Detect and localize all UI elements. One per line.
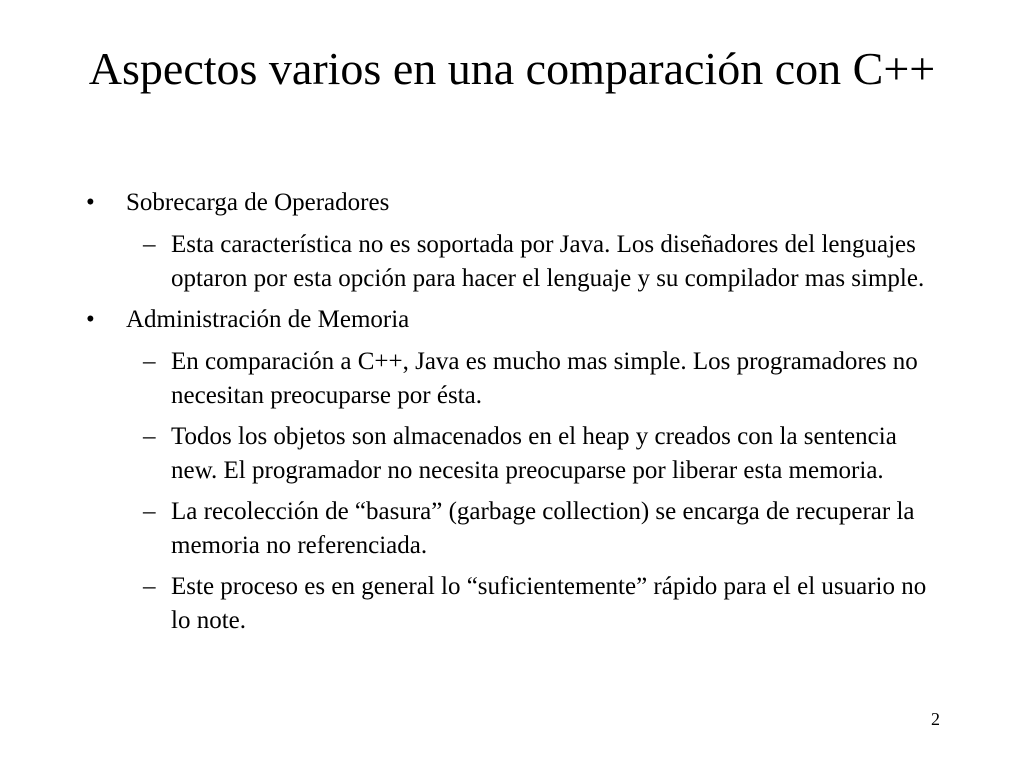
slide-body — [0, 186, 1024, 645]
bullet-item — [0, 186, 936, 220]
bullet-heading: Sobrecarga de Operadores — [126, 189, 390, 216]
sub-bullet-item — [0, 495, 941, 563]
page-number: 2 — [931, 709, 940, 729]
sub-bullet-item — [0, 570, 941, 638]
sub-bullet-text: Este proceso es en general lo “suficientemente” rápido para el el usuario no lo note. — [171, 573, 927, 634]
sub-bullet-text: La recolección de “basura” (garbage collection) se encarga de recuperar la memoria no referenciada. — [171, 498, 915, 559]
sub-bullet-text: Todos los objetos son almacenados en el heap y creados con la sentencia new. El programador no necesita preocuparse por liberar esta memoria. — [171, 423, 897, 484]
bullet-heading: Administración de Memoria — [126, 306, 410, 333]
bullet-dot-icon: • — [86, 189, 95, 216]
dash-icon: – — [143, 231, 156, 258]
slide-title: Aspectos varios en una comparación con C++ — [88, 43, 936, 94]
dash-icon: – — [143, 423, 156, 450]
dash-icon: – — [143, 348, 156, 375]
dash-icon: – — [143, 573, 156, 600]
bullet-item — [0, 303, 936, 337]
bullet-dot-icon: • — [86, 306, 95, 333]
sub-bullet-text: En comparación a C++, Java es mucho mas simple. Los programadores no necesitan preocuparse por ésta. — [171, 348, 918, 409]
sub-bullet-item — [0, 228, 941, 296]
sub-bullet-item — [0, 345, 941, 413]
sub-bullet-item — [0, 420, 941, 488]
sub-bullet-text: Esta característica no es soportada por Java. Los diseñadores del lenguajes optaron por esta opción para hacer el lenguaje y su compilador mas simple. — [171, 231, 925, 292]
dash-icon: – — [143, 498, 156, 525]
